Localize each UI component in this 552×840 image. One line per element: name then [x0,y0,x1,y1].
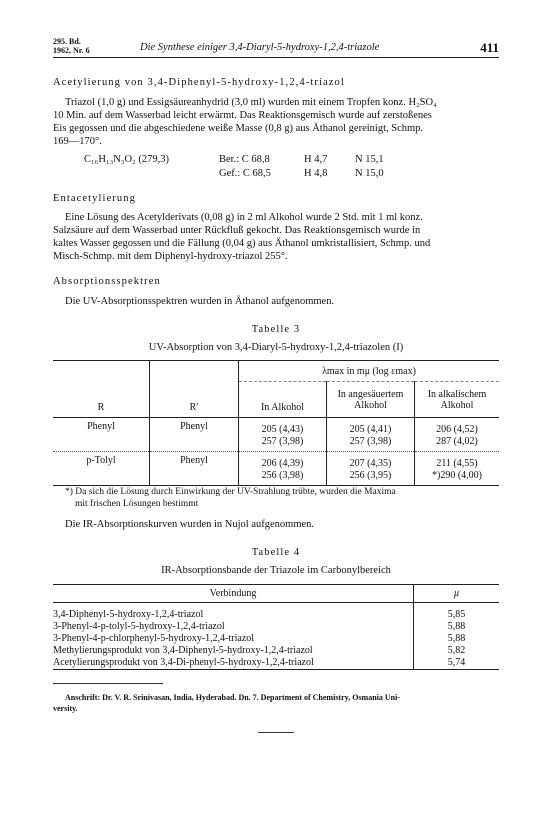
table4 [53,584,499,670]
cell-compound: Methylierungsprodukt von 3,4-Diphenyl-5-hydroxy-1,2,4-triazol [53,644,414,656]
paragraph-line: Misch-Schmp. mit dem Diphenyl-hydroxy-triazol 255°. [53,251,288,262]
cell-value: 256 (3,98) [261,470,304,481]
uv-statement: Die UV-Absorptionsspektren wurden in Äthanol aufgenommen. [65,296,335,307]
running-title: Die Synthese einiger 3,4-Diaryl-5-hydroxy-1,2,4-triazole [140,42,380,53]
cell-mu: 5,88 [447,632,466,644]
paragraph-line: Eis gegossen und die abgeschiedene weiße Masse (0,8 g) aus Äthanol gereinigt, Schmp. [53,123,424,134]
col-header-acid-line1: In angesäuertem [337,388,404,400]
col-header-r-prime: R′ [150,361,239,418]
cell-base [415,452,500,486]
table3-footnote [65,486,505,510]
calc-c: Ber.: C 68,8 [219,154,270,165]
cell-alcohol [239,452,327,486]
col-header-r: R [53,361,150,418]
volume-text: 295. Bd. [53,37,81,46]
col-header-mu: μ [414,585,500,603]
cell-r-prime: Phenyl [150,418,239,452]
found-n: N 15,0 [355,168,384,179]
cell-value: 256 (3,95) [349,470,392,481]
year-issue-text: 1962, Nr. 6 [53,46,90,55]
cell-value: 206 (4,52) [436,424,478,435]
cell-value: *)290 (4,00) [432,470,482,481]
table-row [53,656,499,670]
section-heading-entacetylierung: Entacetylierung [53,193,136,204]
cell-value: 206 (4,39) [261,458,304,469]
analysis-block [84,153,484,181]
cell-r: Phenyl [53,418,150,452]
col-header-acid [327,382,415,418]
cell-value: 207 (4,35) [349,458,392,469]
table-row [53,452,499,486]
table-row [53,418,499,452]
paragraph-line: kaltes Wasser gegossen und die Fällung (0,04 g) aus Äthanol umkristallisiert, Schmp. und [53,238,431,249]
col-header-acid-line2: Alkohol [354,399,387,411]
cell-alcohol [239,418,327,452]
calc-h: H 4,7 [304,154,328,165]
end-rule [258,732,294,733]
found-h: H 4,8 [304,168,328,179]
table-row [53,620,499,632]
section-heading-absorptionsspektren: Absorptionsspektren [53,276,161,287]
cell-compound: 3,4-Diphenyl-5-hydroxy-1,2,4-triazol [53,603,414,621]
cell-value: 205 (4,43) [261,424,304,435]
cell-value: 257 (3,98) [261,436,304,447]
table3-label: Tabelle 3 [251,324,301,335]
cell-mu: 5,82 [447,644,466,656]
ir-statement: Die IR-Absorptionskurven wurden in Nujol aufgenommen. [65,519,315,530]
journal-volume [53,37,90,55]
paragraph-line: Eine Lösung des Acetylderivats (0,08 g) in 2 ml Alkohol wurde 2 Std. mit 1 ml konz. [65,212,423,223]
cell-mu: 5,74 [414,656,500,670]
col-header-base-line2: Alkohol [440,399,474,411]
table4-label: Tabelle 4 [251,547,301,558]
cell-mu: 5,85 [447,608,466,620]
footnote-rule [53,683,163,684]
section1-paragraph [53,96,499,148]
footnote-line: *) Da sich die Lösung durch Einwirkung der UV-Strahlung trübte, wurden die Maxima [65,487,396,497]
footnote-line: mit frischen Lösungen bestimmt [75,499,199,509]
table-row [53,632,499,644]
footnote-line: versity. [53,704,78,713]
table4-caption: IR-Absorptionsbande der Triazole im Carbonylbereich [161,565,391,576]
cell-acid [327,418,415,452]
section2-paragraph [53,211,499,263]
col-header-alcohol: In Alkohol [239,382,327,418]
cell-compound: 3-Phenyl-4-p-tolyl-5-hydroxy-1,2,4-triazol [53,620,414,632]
molecular-formula: C₁₆H₁₃N₃O₂ (279,3) [84,154,169,165]
cell-r-prime: Phenyl [150,452,239,486]
page-number: 411 [480,40,499,55]
paragraph-line: Triazol (1,0 g) und Essigsäureanhydrid (3,0 ml) wurden mit einem Tropfen konz. H₂SO₄ [65,97,437,108]
header-rule [53,57,499,58]
table3-caption: UV-Absorption von 3,4-Diaryl-5-hydroxy-1,2,4-triazolen (I) [148,342,404,353]
calc-n: N 15,1 [355,154,384,165]
address-footnote [53,692,499,714]
col-header-base-line1: In alkalischem [427,388,487,400]
paragraph-line: Salzsäure auf dem Wasserbad unter Rückfluß gekocht. Das Reaktionsgemisch wurde in [53,225,421,236]
col-header-compound: Verbindung [53,585,414,603]
cell-value: 257 (3,98) [349,436,392,447]
cell-acid [327,452,415,486]
col-group-header: λmax in mμ (log εmax) [239,361,500,382]
cell-compound: Acetylierungsprodukt von 3,4-Di-phenyl-5-hydroxy-1,2,4-triazol [53,656,414,670]
cell-r: p-Tolyl [53,452,150,486]
found-c: Gef.: C 68,5 [219,168,271,179]
cell-value: 211 (4,55) [436,458,478,469]
cell-compound: 3-Phenyl-4-p-chlorphenyl-5-hydroxy-1,2,4-triazol [53,632,414,644]
cell-value: 205 (4,41) [349,424,392,435]
cell-base [415,418,500,452]
footnote-line: Anschrift: Dr. V. R. Srinivasan, India, Hyderabad. Dn. 7. Department of Chemistry, Osmania Uni- [65,693,400,702]
cell-mu: 5,88 [447,620,466,632]
section-heading-acetylierung: Acetylierung von 3,4-Diphenyl-5-hydroxy-1,2,4-triazol [53,77,345,88]
table-row [53,603,499,621]
col-header-base [415,382,500,418]
cell-value: 287 (4,02) [436,436,478,447]
paragraph-line: 169—170°. [53,136,102,147]
table-row [53,644,499,656]
paragraph-line: 10 Min. auf dem Wasserbad leicht erwärmt. Das Reaktionsgemisch wurde auf zerstoßenes [53,110,432,121]
table3 [53,360,499,486]
